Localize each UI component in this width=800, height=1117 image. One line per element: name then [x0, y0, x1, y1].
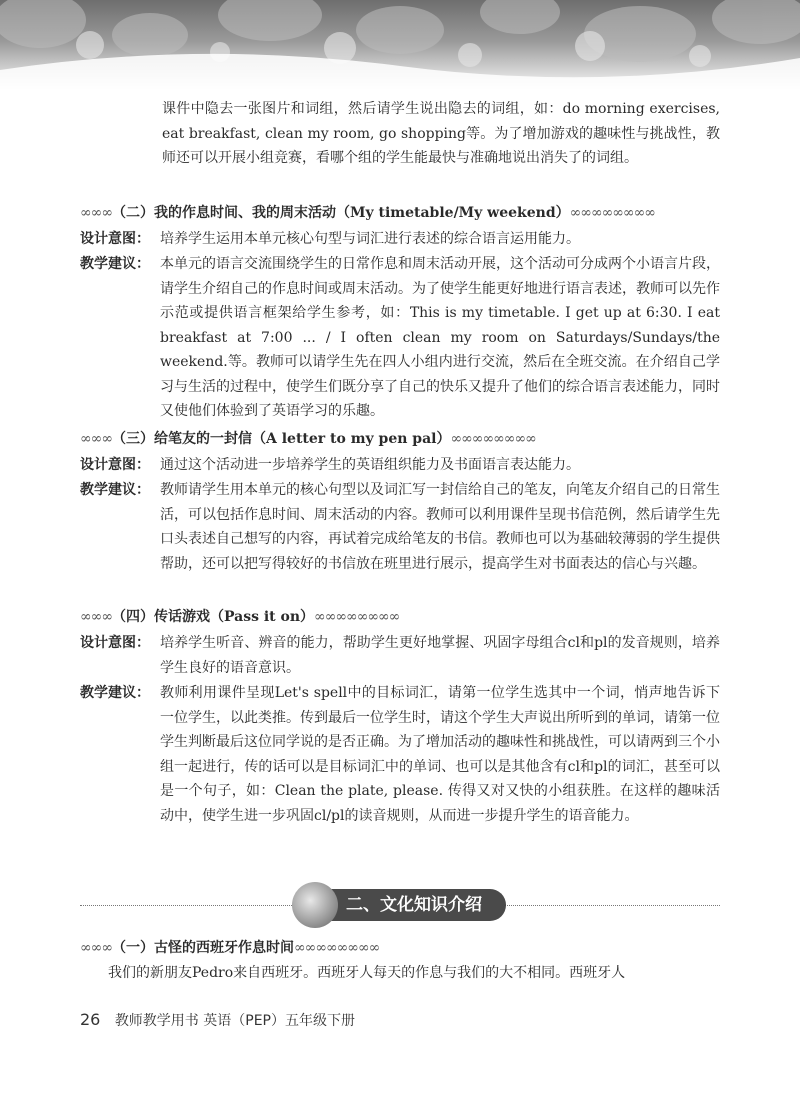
teaching-suggestion-row: 教学建议： 教师利用课件呈现Let's spell中的目标词汇，请第一位学生选其中一个词，悄声地告诉下一位学生，以此类推。传到最后一位学生时，请这个学生大声说出所听到的单词，请第一位学生判断最后这位同学说的是否正确。为了增加活动的趣味性和挑战性，可以请两到三个小组一起进行，传的话可以是目标词汇中的单词、也可以是其他含有cl和pl的词汇，甚至可以是一个句子，如：Clean the plate, please. 传得又对又快的小组获胜。在这样的趣味活动中，使学生进一步巩固cl/pl的读音规则，从而进一步提升学生的语音能力。	[80, 685, 720, 824]
dotted-ornament: ∞∞∞∞∞∞∞∞	[314, 609, 400, 625]
dotted-ornament: ∞∞∞∞∞∞∞∞	[450, 431, 536, 447]
activity-heading: ∞∞∞（三）给笔友的一封信（A letter to my pen pal）∞∞∞∞∞∞∞∞	[80, 431, 536, 447]
floral-pattern	[0, 0, 800, 92]
dotted-ornament: ∞∞∞∞∞∞∞∞	[294, 940, 380, 956]
decorative-floral-banner	[0, 0, 800, 92]
flower-emblem-icon	[292, 882, 338, 928]
design-intent-row: 设计意图： 通过这个活动进一步培养学生的英语组织能力及书面语言表达能力。	[80, 457, 580, 473]
teaching-suggestion-row: 教学建议： 本单元的语言交流围绕学生的日常作息和周末活动开展，这个活动可分成两个小语言片段，请学生介绍自己的作息时间或周末活动。为了使学生能更好地进行语言表述，教师可以先作示范或提供语言框架给学生参考，如：This is my timetable. I get up at 6:30. I eat breakfast at 7:00 ... / I often clean my room on Saturdays/Sundays/the weekend.等。教师可以请学生先在四人小组内进行交流，然后在全班交流。在介绍自己学习与生活的过程中，使学生们既分享了自己的快乐又提升了他们的综合语言表述能力，同时又使他们体验到了英语学习的乐趣。	[80, 256, 720, 419]
page-footer	[80, 1010, 355, 1030]
subsection-paragraph: 我们的新朋友Pedro来自西班牙。西班牙人每天的作息与我们的大不相同。西班牙人	[108, 965, 626, 981]
teaching-suggestion-row: 教学建议： 教师请学生用本单元的核心句型以及词汇写一封信给自己的笔友，向笔友介绍自己的日常生活，可以包括作息时间、周末活动的内容。教师可以利用课件呈现书信范例，然后请学生先口头表述自己想写的内容，再试着完成给笔友的书信。教师也可以为基础较薄弱的学生提供帮助，还可以把写得较好的书信放在班里进行展示，提高学生对书面表达的信心与兴趣。	[80, 482, 720, 572]
activity-heading: ∞∞∞（四）传话游戏（Pass it on）∞∞∞∞∞∞∞∞	[80, 609, 400, 625]
design-intent-row: 设计意图： 培养学生运用本单元核心句型与词汇进行表述的综合语言运用能力。	[80, 231, 580, 247]
intro-paragraph: 课件中隐去一张图片和词组，然后请学生说出隐去的词组，如：do morning exercises, eat breakfast, clean my room, go shopping等。为了增加游戏的趣味性与挑战性，教师还可以开展小组竞赛，看哪个组的学生能最快与准确地说出消失了的词组。	[162, 101, 720, 166]
page-number: 26	[80, 1010, 101, 1029]
dotted-ornament: ∞∞∞	[80, 940, 112, 956]
dotted-ornament: ∞∞∞	[80, 609, 112, 625]
subsection-heading: ∞∞∞（一）古怪的西班牙作息时间∞∞∞∞∞∞∞∞	[80, 940, 380, 956]
section-title-badge	[292, 882, 506, 928]
dotted-ornament: ∞∞∞	[80, 205, 112, 221]
design-intent-row: 设计意图： 培养学生听音、辨音的能力，帮助学生更好地掌握、巩固字母组合cl和pl的发音规则，培养学生良好的语音意识。	[80, 635, 720, 676]
book-title: 教师教学用书 英语（PEP）五年级下册	[114, 1013, 355, 1029]
section-title: 二、文化知识介绍	[324, 889, 506, 921]
dotted-ornament: ∞∞∞	[80, 431, 112, 447]
dotted-ornament: ∞∞∞∞∞∞∞∞	[569, 205, 655, 221]
activity-heading: ∞∞∞（二）我的作息时间、我的周末活动（My timetable/My weekend）∞∞∞∞∞∞∞∞	[80, 205, 655, 221]
